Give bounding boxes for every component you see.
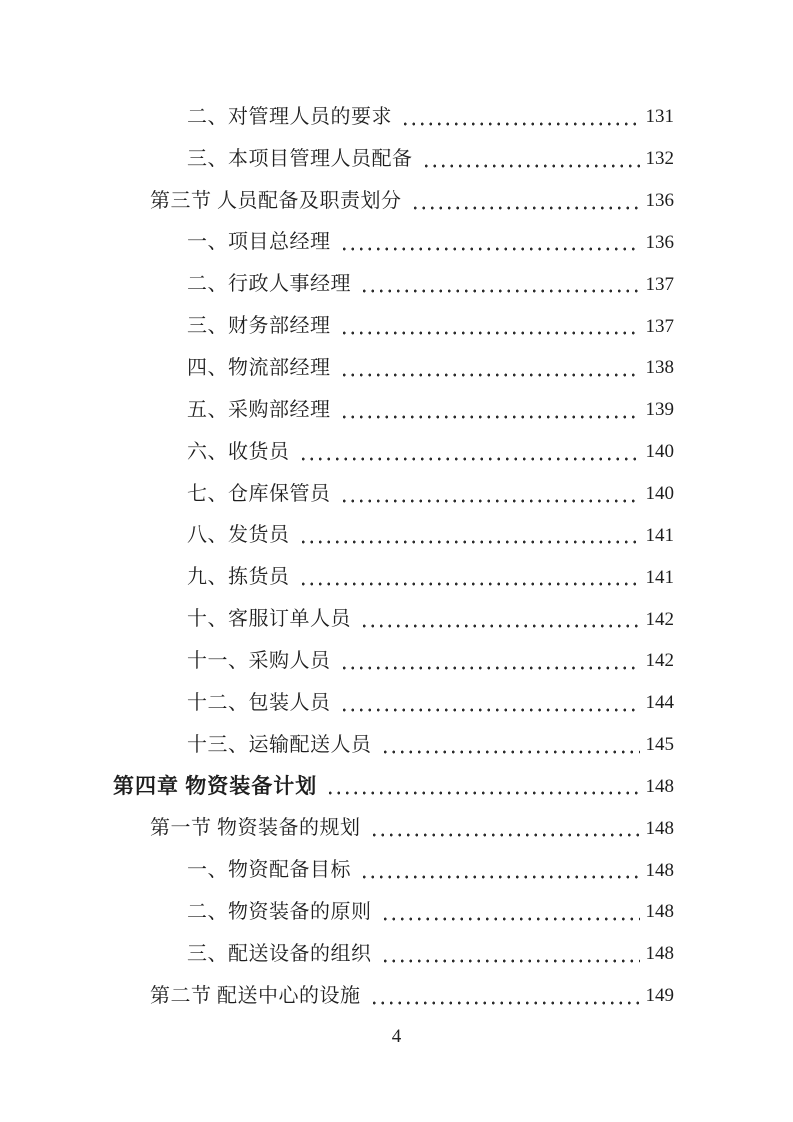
- toc-entry: [113, 138, 674, 180]
- toc-page-number: 132: [645, 148, 674, 170]
- toc-entry: [113, 933, 674, 975]
- toc-entry: [113, 473, 674, 515]
- dot-leader: [299, 442, 640, 462]
- toc-entry: [113, 347, 674, 389]
- toc-entry: [113, 682, 674, 724]
- dot-leader: [299, 525, 640, 545]
- toc-entry: [113, 96, 674, 138]
- toc-page-number: 148: [645, 901, 674, 923]
- toc-entry: [113, 849, 674, 891]
- toc-page-number: 140: [645, 483, 674, 505]
- toc-entry: [113, 640, 674, 682]
- toc-entry-label: 第三节 人员配备及职责划分: [150, 189, 402, 212]
- toc-entry-label: 四、物流部经理: [187, 356, 331, 379]
- toc-page-number: 139: [645, 399, 674, 421]
- dot-leader: [381, 735, 640, 755]
- toc-page-number: 137: [645, 315, 674, 337]
- toc-entry: [113, 598, 674, 640]
- toc-entry-label: 十一、采购人员: [187, 649, 331, 672]
- toc-entry-label: 十、客服订单人员: [187, 608, 351, 631]
- toc-page-number: 131: [645, 106, 674, 128]
- dot-leader: [340, 484, 640, 504]
- toc-entry: [113, 975, 674, 1017]
- toc-page-number: 148: [645, 859, 674, 881]
- toc-entry-label: 三、本项目管理人员配备: [187, 147, 413, 170]
- dot-leader: [340, 693, 640, 713]
- toc-entry-label: 第四章 物资装备计划: [113, 773, 318, 798]
- dot-leader: [411, 191, 640, 211]
- dot-leader: [381, 944, 640, 964]
- dot-leader: [360, 274, 640, 294]
- toc-entry-label: 十三、运输配送人员: [187, 733, 372, 756]
- dot-leader: [370, 818, 640, 838]
- toc-entry-label: 七、仓库保管员: [187, 482, 331, 505]
- toc-page-number: 137: [645, 273, 674, 295]
- footer-page-number: 4: [391, 1026, 402, 1047]
- dot-leader: [370, 986, 640, 1006]
- toc-page-number: 148: [645, 817, 674, 839]
- toc-page-number: 145: [645, 734, 674, 756]
- toc-entry-label: 五、采购部经理: [187, 398, 331, 421]
- toc-entry: [113, 222, 674, 264]
- dot-leader: [360, 609, 640, 629]
- toc-entry: [113, 305, 674, 347]
- toc-page-number: 140: [645, 441, 674, 463]
- toc-entry: [113, 514, 674, 556]
- toc-entry: [113, 807, 674, 849]
- dot-leader: [326, 776, 639, 796]
- dot-leader: [381, 902, 640, 922]
- toc-entry: [113, 556, 674, 598]
- toc-page-number: 141: [645, 524, 674, 546]
- dot-leader: [422, 149, 640, 169]
- table-of-contents: [113, 96, 674, 1017]
- toc-entry: [113, 724, 674, 766]
- toc-entry-label: 一、物资配备目标: [187, 859, 351, 882]
- toc-entry-label: 三、财务部经理: [187, 315, 331, 338]
- toc-entry: [113, 180, 674, 222]
- toc-page-number: 149: [645, 985, 674, 1007]
- toc-entry-label: 九、拣货员: [187, 566, 290, 589]
- toc-entry-label: 第一节 物资装备的规划: [150, 817, 361, 840]
- toc-entry-label: 八、发货员: [187, 524, 290, 547]
- toc-page-number: 136: [645, 190, 674, 212]
- toc-entry: [113, 891, 674, 933]
- toc-page-number: 136: [645, 231, 674, 253]
- toc-page-number: 142: [645, 608, 674, 630]
- dot-leader: [340, 358, 640, 378]
- toc-entry: [113, 263, 674, 305]
- toc-entry-label: 一、项目总经理: [187, 231, 331, 254]
- toc-page-number: 148: [645, 775, 674, 797]
- toc-entry: [113, 389, 674, 431]
- toc-entry-label: 十二、包装人员: [187, 691, 331, 714]
- toc-entry-label: 二、对管理人员的要求: [187, 105, 392, 128]
- toc-entry-label: 二、行政人事经理: [187, 273, 351, 296]
- dot-leader: [401, 107, 640, 127]
- dot-leader: [340, 316, 640, 336]
- toc-page-number: 142: [645, 650, 674, 672]
- toc-page-number: 144: [645, 692, 674, 714]
- toc-entry-label: 六、收货员: [187, 440, 290, 463]
- toc-entry-label: 第二节 配送中心的设施: [150, 984, 361, 1007]
- dot-leader: [299, 567, 640, 587]
- toc-page-number: 138: [645, 357, 674, 379]
- toc-page-number: 148: [645, 943, 674, 965]
- toc-entry: [113, 431, 674, 473]
- dot-leader: [340, 232, 640, 252]
- dot-leader: [360, 860, 640, 880]
- dot-leader: [340, 400, 640, 420]
- toc-entry-label: 三、配送设备的组织: [187, 942, 372, 965]
- toc-page-number: 141: [645, 566, 674, 588]
- dot-leader: [340, 651, 640, 671]
- toc-entry-label: 二、物资装备的原则: [187, 900, 372, 923]
- toc-entry: [113, 766, 674, 808]
